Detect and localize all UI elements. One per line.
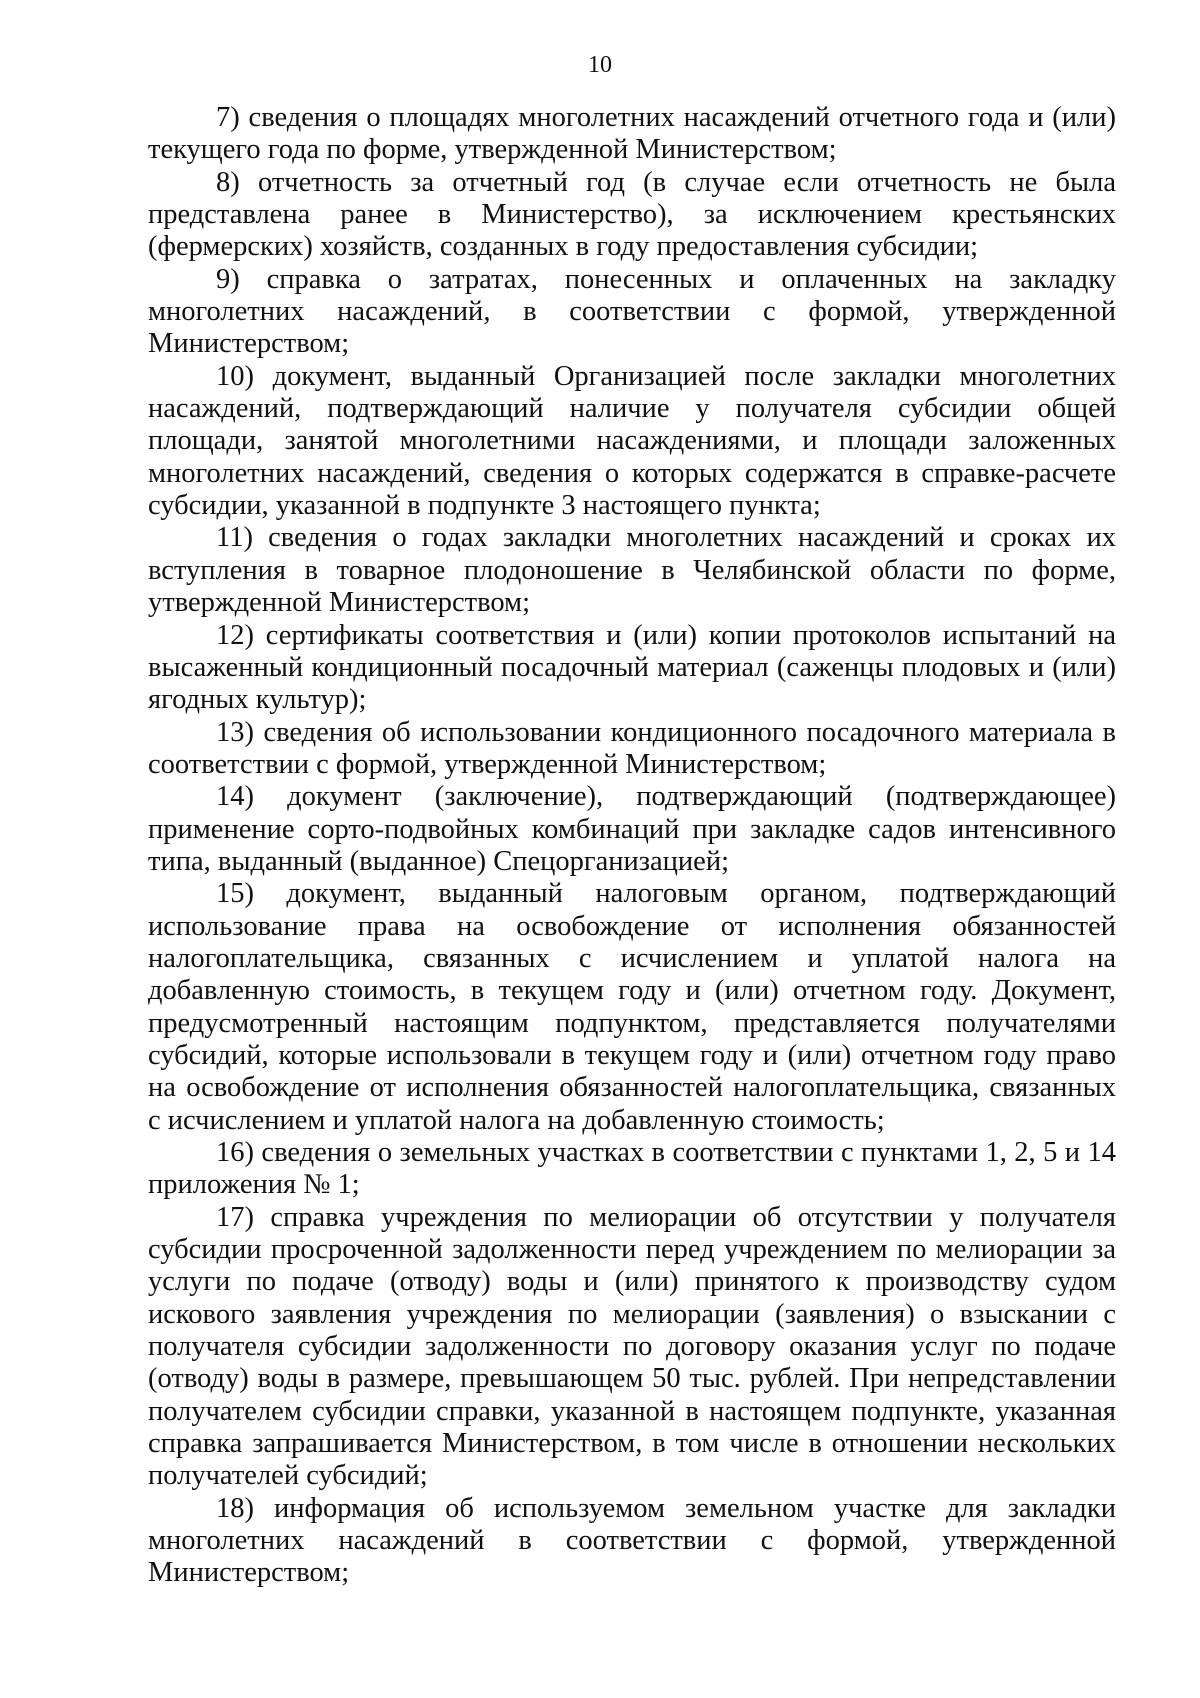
list-item-12: 12) сертификаты соответствия и (или) копии протоколов испытаний на высаженный кондиционный посадочный материал (саженцы плодовых и (или) ягодных культур);	[148, 619, 1116, 716]
list-item-11: 11) сведения о годах закладки многолетних насаждений и сроках их вступления в товарное плодоношение в Челябинской области по форме, утвержденной Министерством;	[148, 522, 1116, 619]
list-item-17: 17) справка учреждения по мелиорации об отсутствии у получателя субсидии просроченной задолженности перед учреждением по мелиорации за услуги по подаче (отводу) воды и (или) принятого к производству судом искового заявления учреждения по мелиорации (заявления) о взыскании с получателя субсидии задолженности по договору оказания услуг по подаче (отводу) воды в размере, превышающем 50 тыс. рублей. При непредставлении получателем субсидии справки, указанной в настоящем подпункте, указанная справка запрашивается Министерством, в том числе в отношении нескольких получателей субсидий;	[148, 1201, 1116, 1492]
list-item-14: 14) документ (заключение), подтверждающий (подтверждающее) применение сорто-подвойных комбинаций при закладке садов интенсивного типа, выданный (выданное) Спецорганизацией;	[148, 781, 1116, 877]
list-item-9: 9) справка о затратах, понесенных и оплаченных на закладку многолетних насаждений, в соответствии с формой, утвержденной Министерством;	[148, 263, 1116, 360]
list-item-8: 8) отчетность за отчетный год (в случае если отчетность не была представлена ранее в Министерство), за исключением крестьянских (фермерских) хозяйств, созданных в году предоставления субсидии;	[148, 166, 1116, 263]
list-item-13: 13) сведения об использовании кондиционного посадочного материала в соответствии с формой, утвержденной Министерством;	[148, 716, 1116, 780]
list-item-15: 15) документ, выданный налоговым органом, подтверждающий использование права на освобождение от исполнения обязанностей налогоплательщика, связанных с исчислением и уплатой налога на добавленную стоимость, в текущем году и (или) отчетном году. Документ, предусмотренный настоящим подпунктом, представляется получателями субсидий, которые использовали в текущем году и (или) отчетном году право на освобождение от исполнения обязанностей налогоплательщика, связанных с исчислением и уплатой налога на добавленную стоимость;	[148, 878, 1116, 1136]
page-number: 10	[588, 52, 612, 78]
list-item-10: 10) документ, выданный Организацией после закладки многолетних насаждений, подтверждающий наличие у получателя субсидии общей площади, занятой многолетними насаждениями, и площади заложенных многолетних насаждений, сведения о которых содержатся в справке-расчете субсидии, указанной в подпункте 3 настоящего пункта;	[148, 360, 1116, 522]
list-item-7: 7) сведения о площадях многолетних насаждений отчетного года и (или) текущего года по форме, утвержденной Министерством;	[148, 102, 1116, 166]
list-item-18: 18) информация об используемом земельном участке для закладки многолетних насаждений в соответствии с формой, утвержденной Министерством;	[148, 1492, 1116, 1589]
list-item-16: 16) сведения о земельных участках в соответствии с пунктами 1, 2, 5 и 14 приложения № 1;	[148, 1137, 1116, 1201]
document-body	[148, 102, 1116, 1590]
